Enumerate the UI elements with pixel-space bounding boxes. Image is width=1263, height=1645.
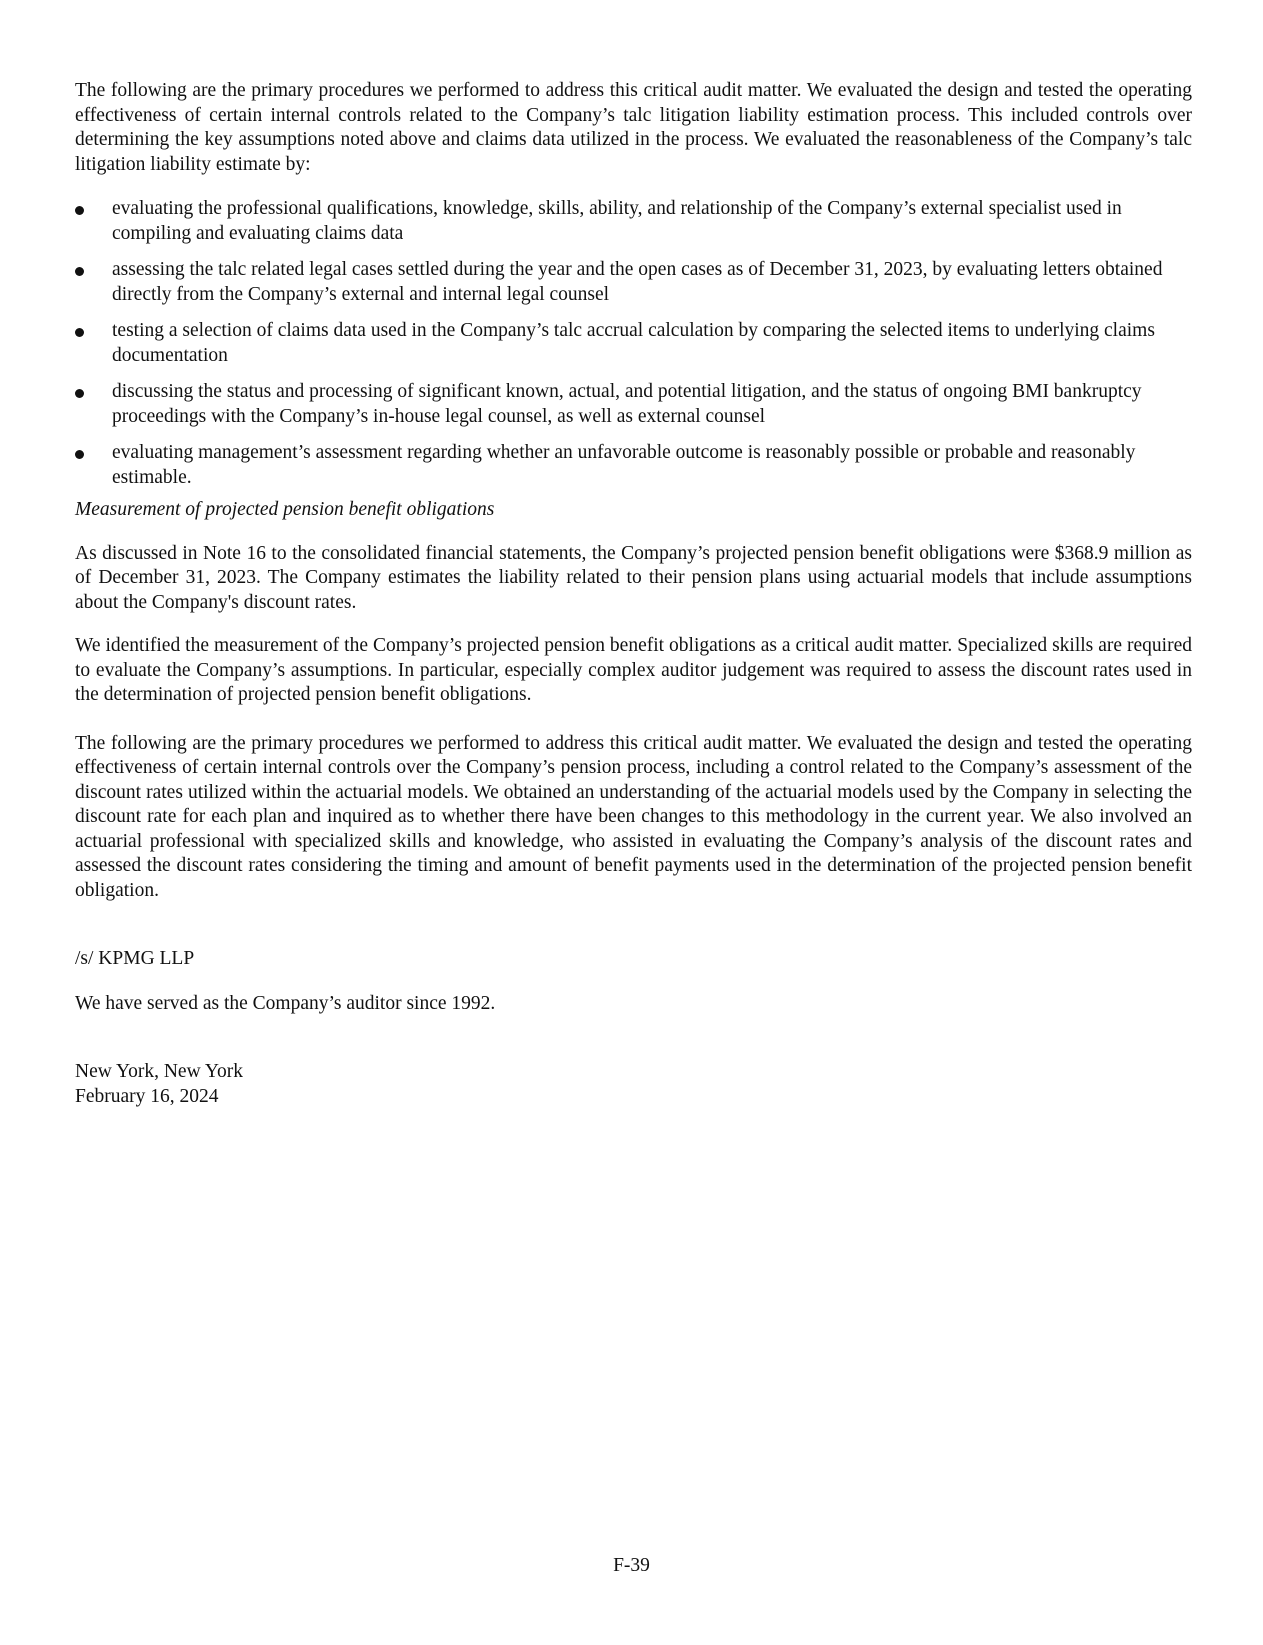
signing-date: February 16, 2024	[75, 1085, 219, 1107]
bullet-icon	[75, 389, 84, 398]
page-number: F-39	[613, 1555, 650, 1576]
bullet-text: assessing the talc related legal cases settled during the year and the open cases as of December 31, 2023, by evaluating letters obtained directly from the Company’s external and internal legal counsel	[112, 259, 1163, 305]
auditor-tenure: We have served as the Company’s auditor since 1992.	[75, 992, 496, 1014]
bullet-icon	[75, 450, 84, 459]
bullet-text: evaluating the professional qualifications, knowledge, skills, ability, and relationship of the Company’s external specialist used in compiling and evaluating claims data	[112, 198, 1122, 244]
bullet-text: evaluating management’s assessment regarding whether an unfavorable outcome is reasonably possible or probable and reasonably estimable.	[112, 442, 1136, 488]
procedures-paragraph-pension: The following are the primary procedures we performed to address this critical audit matter. We evaluated the design and tested the operating effectiveness of certain internal controls over the Company’s pension process, including a control related to the Company’s assessment of the discount rates utilized within the actuarial models. We obtained an understanding of the actuarial models used by the Company in selecting the discount rate for each plan and inquired as to whether there have been changes to this methodology in the current year. We also involved an actuarial professional with specialized skills and knowledge, who assisted in evaluating the Company’s analysis of the discount rates and assessed the discount rates considering the timing and amount of benefit payments used in the determination of the projected pension benefit obligation.	[75, 732, 1192, 901]
document-body	[75, 79, 1192, 1109]
auditor-signature: /s/ KPMG LLP	[75, 948, 195, 969]
critical-audit-matter-paragraph: We identified the measurement of the Company’s projected pension benefit obligations as a critical audit matter. Specialized skills are required to evaluate the Company’s assumptions. In particular, especially complex auditor judgement was required to assess the discount rates used in the determination of projected pension benefit obligations.	[75, 635, 1192, 705]
list-item	[75, 380, 1192, 429]
bullet-text: testing a selection of claims data used in the Company’s talc accrual calculation by comparing the selected items to underlying claims documentation	[112, 320, 1155, 366]
section-subheading: Measurement of projected pension benefit obligations	[75, 499, 495, 520]
list-item	[75, 258, 1192, 307]
list-item	[75, 319, 1192, 368]
bullet-icon	[75, 206, 84, 215]
bullet-icon	[75, 328, 84, 337]
list-item	[75, 197, 1192, 246]
bullet-text: discussing the status and processing of significant known, actual, and potential litigation, and the status of ongoing BMI bankruptcy proceedings with the Company’s in-house legal counsel, as well as external counsel	[112, 381, 1142, 427]
bullet-icon	[75, 267, 84, 276]
list-item	[75, 441, 1192, 490]
note16-paragraph: As discussed in Note 16 to the consolidated financial statements, the Company’s projected pension benefit obligations were $368.9 million as of December 31, 2023. The Company estimates the liability related to their pension plans using actuarial models that include assumptions about the Company's discount rates.	[75, 542, 1192, 613]
procedures-bullet-list	[75, 197, 1192, 490]
signing-location: New York, New York	[75, 1061, 243, 1082]
procedures-paragraph-talc: The following are the primary procedures we performed to address this critical audit matter. We evaluated the design and tested the operating effectiveness of certain internal controls related to the Company’s talc litigation liability estimation process. This included controls over determining the key assumptions noted above and claims data utilized in the process. We evaluated the reasonableness of the Company’s talc litigation liability estimate by:	[75, 80, 1192, 175]
